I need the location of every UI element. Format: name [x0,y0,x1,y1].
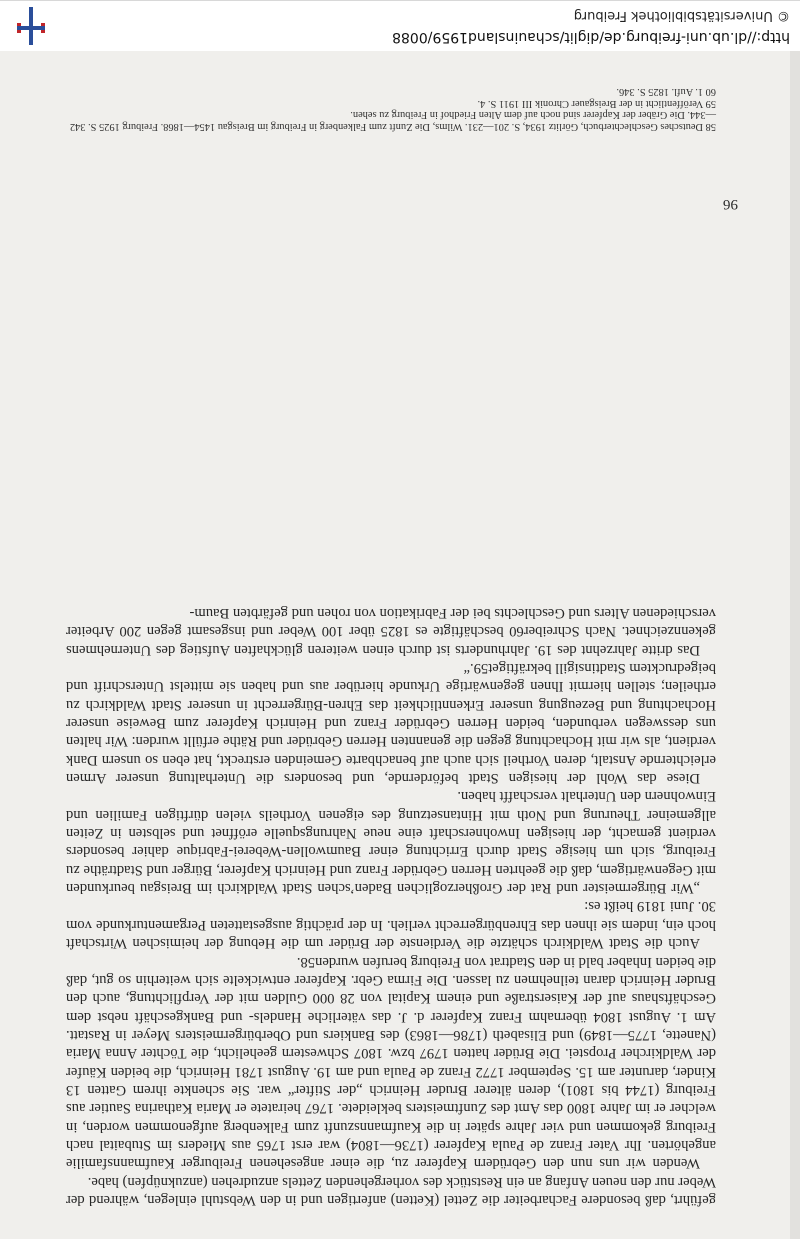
copyright-notice: © Universitätsbibliothek Freiburg [573,8,790,23]
scanned-page-content [0,50,800,1239]
page-edge [790,50,800,1239]
footnotes [66,86,716,132]
footnote-59: 59 Veröffentlicht in der Breisgauer Chronik III 1911 S. 4. [477,97,716,109]
paragraph-1: geführt, daß besondere Facharbeiter die Zettel (Ketten) anfertigen und in den Webstuhl einlegen, während der Weber nur den neuen Anfang an ein Reststück des vorhergehenden Zettels anzudrehen (anzuknüpfen) habe. [66,1173,716,1208]
paragraph-2: Wenden wir uns nun den Gebrüdern Kapferer zu, die einer angesehenen Freiburger Kaufmannsfamilie angehörten. Ihr Vater Franz de Paula Kapferer (1736—1804) war erst 1765 aus Mieders im Stubaital nach Freiburg gekommen und vier Jahre später in die Kaufmannszunft zum Falkenberg aufgenommen worden, in welcher er im Jahre 1800 das Amt des Zunftmeisters bekleidete. 1767 heiratete er Maria Katharina Sautier aus Freiburg (1744 bis 1801), deren älterer Bruder Heinrich „der Stifter“ war. Sie schenkte ihrem Gatten 13 Kinder, darunter am 15. September 1772 Franz de Paula und am 19. August 1781 Heinrich, die beiden Käufer der Waldkircher Propstei. Die Brüder hatten 1797 bzw. 1807 Schwestern geehelicht, die Töchter Anna Maria (Nanette, 1775—1849) und Elisabeth (1786—1863) des Bankiers und Oberbürgermeisters Meyer in Rastatt. Am 1. August 1804 übernahm Franz Kapferer d. J. das väterliche Handels- und Bankgeschäft nebst dem Geschäftshaus auf der Kaiserstraße und einem Kapital von 28 000 Gulden mit der Verpflichtung, auch den Bruder Heinrich daran teilnehmen zu lassen. Die Firma Gebr. Kapferer entwickelte sich weiterhin so gut, daß die beiden Inhaber bald in den Stadtrat von Freiburg berufen wurden58. [66,953,716,1172]
page-number: 96 [723,196,738,212]
paragraph-4: „Wir Bürgermeister und Rat der Großherzoglichen Baden’schen Stadt Waldkirch im Breisgau beurkunden mit Gegenwärtigem, daß die geehrten Herren Gebrüder Franz und Heinrich Kapferer, Bürger und Stadträthe zu Freiburg, sich um hiesige Stadt durch Errichtung einer Baumwollen-Weberei-Fabrique dahier besonders verdient gemacht, der hiesigen Inwohnerschaft eine neue Nahrungsquelle eröffnet und selbsten in Zeiten allgemeiner Theurung und Noth mit Hintansetzung des eigenen Vortheils vielen dürftigen Familien und Einwohnern den Unterhalt verschafft haben. [66,788,716,897]
university-library-logo-icon [14,7,48,45]
source-url-link[interactable]: http://dl.ub.uni-freiburg.de/diglit/schauinsland1959/0088 [392,29,790,45]
body-text [66,604,716,1209]
viewer-header [0,0,800,51]
paragraph-3: Auch die Stadt Waldkirch schätzte die Verdienste der Brüder um die Hebung der heimischen Wirtschaft hoch ein, indem sie ihnen das Ehrenbürgerrecht verlieh. In der prächtig ausgestatteten Pergamenturkunde vom 30. Juni 1819 heißt es: [66,898,716,952]
footnote-60: 60 1. Aufl. 1825 S. 346. [616,86,716,98]
paragraph-6: Das dritte Jahrzehnt des 19. Jahrhunderts ist durch einen weiteren glückhaften Aufstieg des Unternehmens gekennzeichnet. Nach Schreiber60 beschäftigte es 1825 über 100 Weber und insgesamt gegen 200 Arbeiter verschiedenen Alters und Geschlechts bei der Fabrikation von rohen und gefärbten Baum- [66,605,716,658]
footnote-58: 58 Deutsches Geschlechterbuch, Görlitz 1934, S. 201—231. Wilms, Die Zunft zum Falkenberg in Freiburg im Breisgau 1454—1868. Freiburg 1925 S. 342—344. Die Gräber der Kapferer sind noch auf dem Alten Friedhof in Freiburg zu sehen. [69,109,716,132]
paragraph-5: Diese das Wohl der hiesigen Stadt befördernde, und besonders die Unterhaltung unserer Armen erleichternde Anstalt, deren Vortheil sich auch auf benachbarte Gemeinden erstreckt, hat eben so unsern Dank verdient, als wir mit Hochachtung gegen die genannten Herren Gebrüder und Räthe erfüllt wurden: Wir halten uns desswegen verbunden, beiden Herren Gebrüder Franz und Heinrich Kapferer zum Beweise unserer Hochachtung und Bezeugung unserer Erkenntlichkeit das Ehren-Bürgerrecht in unserer Stadt Waldkirch zu ertheilen; stellen hiermit Ihnen gegenwärtige Urkunde hierüber aus und haben sie mittelst Unterschrift und beigedrucktem Stadtinsigill bekräftiget59.“ [66,660,716,787]
scanned-page [0,50,800,1239]
